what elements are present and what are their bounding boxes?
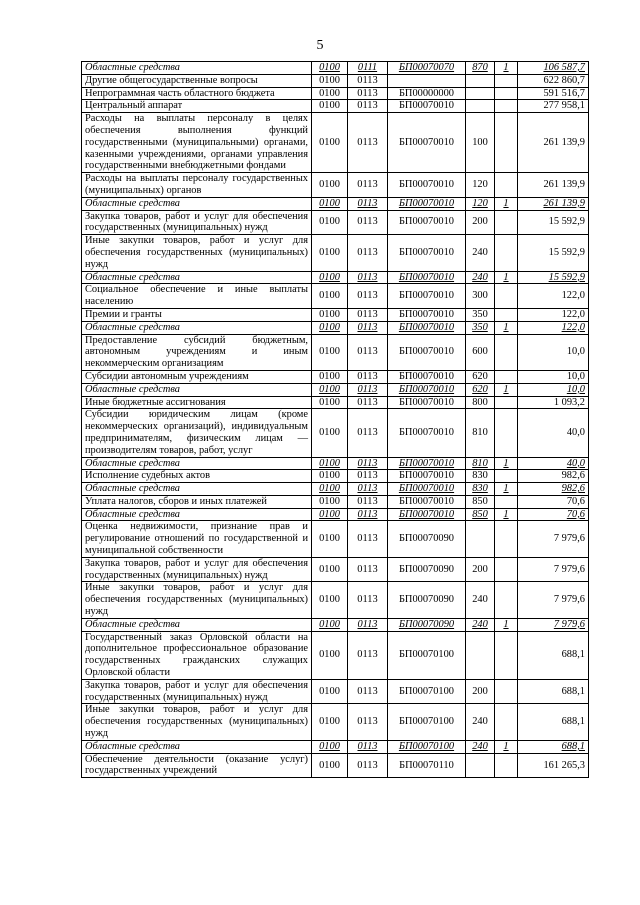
row-section-code: 0100	[312, 704, 348, 740]
row-section-code: 0100	[312, 495, 348, 508]
row-name: Предоставление субсидий бюджетным, автономным учреждениям и иным некоммерческим организациям	[82, 334, 312, 370]
row-funding-source	[495, 582, 518, 618]
row-section-code: 0100	[312, 370, 348, 383]
row-amount: 70,6	[518, 495, 589, 508]
row-section-code: 0100	[312, 321, 348, 334]
row-funding-source	[495, 235, 518, 271]
row-section-code: 0100	[312, 62, 348, 75]
row-amount: 10,0	[518, 383, 589, 396]
budget-table-body	[82, 62, 589, 778]
row-amount: 688,1	[518, 631, 589, 679]
row-section-code: 0100	[312, 271, 348, 284]
row-name: Закупка товаров, работ и услуг для обеспечения государственных (муниципальных) нужд	[82, 210, 312, 235]
row-funding-source	[495, 173, 518, 198]
row-amount: 122,0	[518, 308, 589, 321]
row-funding-source	[495, 409, 518, 457]
row-amount: 688,1	[518, 740, 589, 753]
table-row	[82, 679, 589, 704]
row-name: Центральный аппарат	[82, 100, 312, 113]
row-amount: 622 860,7	[518, 74, 589, 87]
row-funding-source: 1	[495, 740, 518, 753]
row-name: Оценка недвижимости, признание прав и регулирование отношений по государственной и муниципальной собственности	[82, 521, 312, 557]
row-subsection-code: 0113	[348, 113, 388, 173]
row-subsection-code: 0113	[348, 271, 388, 284]
row-amount: 261 139,9	[518, 197, 589, 210]
row-target-article: БП00070100	[388, 679, 466, 704]
row-subsection-code: 0113	[348, 210, 388, 235]
row-target-article: БП00070010	[388, 508, 466, 521]
table-row	[82, 618, 589, 631]
row-expense-type: 240	[466, 271, 495, 284]
row-expense-type	[466, 87, 495, 100]
row-section-code: 0100	[312, 113, 348, 173]
row-funding-source	[495, 557, 518, 582]
row-name: Расходы на выплаты персоналу государственных (муниципальных) органов	[82, 173, 312, 198]
table-row	[82, 173, 589, 198]
row-target-article: БП00070090	[388, 521, 466, 557]
row-funding-source	[495, 87, 518, 100]
row-target-article: БП00070100	[388, 631, 466, 679]
row-expense-type	[466, 74, 495, 87]
table-row	[82, 521, 589, 557]
row-section-code: 0100	[312, 235, 348, 271]
row-amount: 70,6	[518, 508, 589, 521]
row-expense-type: 200	[466, 679, 495, 704]
row-name: Расходы на выплаты персоналу в целях обеспечения выполнения функций государственными (муниципальными) органами, казенными учреждениями, органами управления государственными внебюджетными фондами	[82, 113, 312, 173]
row-expense-type: 830	[466, 483, 495, 496]
row-name: Обеспечение деятельности (оказание услуг) государственных учреждений	[82, 753, 312, 778]
row-amount: 261 139,9	[518, 173, 589, 198]
row-target-article: БП00070110	[388, 753, 466, 778]
row-name: Областные средства	[82, 62, 312, 75]
row-subsection-code: 0111	[348, 62, 388, 75]
row-section-code: 0100	[312, 334, 348, 370]
row-expense-type	[466, 753, 495, 778]
row-funding-source: 1	[495, 321, 518, 334]
row-expense-type: 870	[466, 62, 495, 75]
row-target-article: БП00070010	[388, 483, 466, 496]
row-target-article: БП00070100	[388, 704, 466, 740]
row-amount: 10,0	[518, 370, 589, 383]
row-subsection-code: 0113	[348, 679, 388, 704]
row-funding-source	[495, 679, 518, 704]
row-amount: 15 592,9	[518, 235, 589, 271]
table-row	[82, 370, 589, 383]
row-section-code: 0100	[312, 210, 348, 235]
row-target-article: БП00070010	[388, 173, 466, 198]
row-amount: 15 592,9	[518, 210, 589, 235]
row-subsection-code: 0113	[348, 284, 388, 309]
table-row	[82, 704, 589, 740]
row-section-code: 0100	[312, 740, 348, 753]
row-funding-source	[495, 495, 518, 508]
row-amount: 591 516,7	[518, 87, 589, 100]
row-expense-type: 620	[466, 383, 495, 396]
table-row	[82, 100, 589, 113]
row-subsection-code: 0113	[348, 704, 388, 740]
row-section-code: 0100	[312, 409, 348, 457]
row-section-code: 0100	[312, 173, 348, 198]
row-subsection-code: 0113	[348, 508, 388, 521]
row-section-code: 0100	[312, 383, 348, 396]
row-expense-type: 800	[466, 396, 495, 409]
row-section-code: 0100	[312, 679, 348, 704]
row-subsection-code: 0113	[348, 582, 388, 618]
row-name: Областные средства	[82, 383, 312, 396]
row-name: Областные средства	[82, 618, 312, 631]
row-amount: 7 979,6	[518, 618, 589, 631]
row-target-article: БП00070010	[388, 470, 466, 483]
table-row	[82, 74, 589, 87]
row-section-code: 0100	[312, 457, 348, 470]
row-funding-source	[495, 370, 518, 383]
table-row	[82, 308, 589, 321]
row-name: Премии и гранты	[82, 308, 312, 321]
table-row	[82, 383, 589, 396]
row-subsection-code: 0113	[348, 308, 388, 321]
page-number: 5	[316, 38, 324, 53]
row-subsection-code: 0113	[348, 470, 388, 483]
table-row	[82, 396, 589, 409]
row-target-article: БП00070010	[388, 197, 466, 210]
row-target-article: БП00070010	[388, 321, 466, 334]
row-expense-type: 120	[466, 173, 495, 198]
row-amount: 688,1	[518, 679, 589, 704]
row-subsection-code: 0113	[348, 495, 388, 508]
row-amount: 106 587,7	[518, 62, 589, 75]
row-amount: 688,1	[518, 704, 589, 740]
row-name: Областные средства	[82, 483, 312, 496]
row-funding-source	[495, 74, 518, 87]
table-row	[82, 582, 589, 618]
row-expense-type: 620	[466, 370, 495, 383]
row-target-article: БП00070010	[388, 334, 466, 370]
row-section-code: 0100	[312, 618, 348, 631]
row-funding-source	[495, 396, 518, 409]
table-row	[82, 113, 589, 173]
row-subsection-code: 0113	[348, 753, 388, 778]
row-target-article: БП00070010	[388, 284, 466, 309]
row-subsection-code: 0113	[348, 334, 388, 370]
row-funding-source	[495, 113, 518, 173]
table-row	[82, 197, 589, 210]
row-name: Областные средства	[82, 271, 312, 284]
row-expense-type	[466, 521, 495, 557]
row-section-code: 0100	[312, 470, 348, 483]
row-target-article: БП00070010	[388, 210, 466, 235]
row-section-code: 0100	[312, 308, 348, 321]
row-expense-type: 240	[466, 235, 495, 271]
row-section-code: 0100	[312, 396, 348, 409]
row-funding-source	[495, 704, 518, 740]
table-row	[82, 87, 589, 100]
table-row	[82, 409, 589, 457]
row-target-article: БП00070010	[388, 495, 466, 508]
row-section-code: 0100	[312, 753, 348, 778]
table-row	[82, 271, 589, 284]
budget-table	[81, 61, 589, 778]
row-target-article: БП00070090	[388, 618, 466, 631]
row-target-article: БП00070010	[388, 113, 466, 173]
row-target-article: БП00070010	[388, 396, 466, 409]
row-amount: 982,6	[518, 483, 589, 496]
row-target-article: БП00070010	[388, 409, 466, 457]
row-amount: 15 592,9	[518, 271, 589, 284]
row-funding-source: 1	[495, 508, 518, 521]
row-expense-type: 850	[466, 508, 495, 521]
row-funding-source	[495, 521, 518, 557]
table-row	[82, 457, 589, 470]
row-section-code: 0100	[312, 483, 348, 496]
row-name: Областные средства	[82, 457, 312, 470]
row-subsection-code: 0113	[348, 557, 388, 582]
row-section-code: 0100	[312, 557, 348, 582]
row-name: Областные средства	[82, 508, 312, 521]
row-amount: 122,0	[518, 284, 589, 309]
row-name: Иные закупки товаров, работ и услуг для обеспечения государственных (муниципальных) нужд	[82, 235, 312, 271]
row-expense-type	[466, 100, 495, 113]
row-name: Государственный заказ Орловской области на дополнительное профессиональное образование государственных гражданских служащих Орловской области	[82, 631, 312, 679]
row-amount: 40,0	[518, 457, 589, 470]
row-subsection-code: 0113	[348, 483, 388, 496]
row-amount: 7 979,6	[518, 582, 589, 618]
table-row	[82, 508, 589, 521]
row-target-article: БП00000000	[388, 87, 466, 100]
row-expense-type: 120	[466, 197, 495, 210]
row-target-article: БП00070010	[388, 383, 466, 396]
row-subsection-code: 0113	[348, 197, 388, 210]
row-expense-type	[466, 631, 495, 679]
row-subsection-code: 0113	[348, 631, 388, 679]
row-name: Иные закупки товаров, работ и услуг для обеспечения государственных (муниципальных) нужд	[82, 582, 312, 618]
row-name: Иные закупки товаров, работ и услуг для обеспечения государственных (муниципальных) нужд	[82, 704, 312, 740]
row-expense-type: 600	[466, 334, 495, 370]
row-target-article: БП00070100	[388, 740, 466, 753]
row-name: Социальное обеспечение и иные выплаты населению	[82, 284, 312, 309]
row-expense-type: 300	[466, 284, 495, 309]
table-row	[82, 557, 589, 582]
row-expense-type: 850	[466, 495, 495, 508]
row-subsection-code: 0113	[348, 235, 388, 271]
row-expense-type: 240	[466, 704, 495, 740]
row-subsection-code: 0113	[348, 173, 388, 198]
row-expense-type: 350	[466, 308, 495, 321]
row-subsection-code: 0113	[348, 370, 388, 383]
row-expense-type: 810	[466, 457, 495, 470]
row-name: Областные средства	[82, 321, 312, 334]
table-row	[82, 321, 589, 334]
table-row	[82, 740, 589, 753]
row-name: Областные средства	[82, 197, 312, 210]
row-target-article: БП00070010	[388, 370, 466, 383]
row-amount: 982,6	[518, 470, 589, 483]
row-name: Областные средства	[82, 740, 312, 753]
row-subsection-code: 0113	[348, 457, 388, 470]
row-expense-type: 100	[466, 113, 495, 173]
row-amount: 7 979,6	[518, 521, 589, 557]
row-expense-type: 240	[466, 740, 495, 753]
row-target-article: БП00070010	[388, 100, 466, 113]
row-name: Уплата налогов, сборов и иных платежей	[82, 495, 312, 508]
row-target-article: БП00070070	[388, 62, 466, 75]
row-subsection-code: 0113	[348, 321, 388, 334]
row-amount: 161 265,3	[518, 753, 589, 778]
row-section-code: 0100	[312, 87, 348, 100]
row-target-article: БП00070010	[388, 308, 466, 321]
row-name: Субсидии автономным учреждениям	[82, 370, 312, 383]
table-row	[82, 62, 589, 75]
row-amount: 7 979,6	[518, 557, 589, 582]
row-amount: 40,0	[518, 409, 589, 457]
row-section-code: 0100	[312, 582, 348, 618]
table-row	[82, 210, 589, 235]
row-funding-source	[495, 100, 518, 113]
row-target-article: БП00070010	[388, 457, 466, 470]
row-expense-type: 350	[466, 321, 495, 334]
row-section-code: 0100	[312, 508, 348, 521]
row-amount: 122,0	[518, 321, 589, 334]
row-expense-type: 200	[466, 210, 495, 235]
row-amount: 10,0	[518, 334, 589, 370]
row-section-code: 0100	[312, 521, 348, 557]
row-section-code: 0100	[312, 197, 348, 210]
row-funding-source: 1	[495, 483, 518, 496]
row-target-article	[388, 74, 466, 87]
row-funding-source	[495, 470, 518, 483]
row-section-code: 0100	[312, 284, 348, 309]
row-subsection-code: 0113	[348, 396, 388, 409]
row-target-article: БП00070010	[388, 271, 466, 284]
row-subsection-code: 0113	[348, 521, 388, 557]
row-funding-source: 1	[495, 271, 518, 284]
row-expense-type: 240	[466, 582, 495, 618]
row-expense-type: 810	[466, 409, 495, 457]
row-funding-source: 1	[495, 618, 518, 631]
row-funding-source	[495, 631, 518, 679]
table-row	[82, 334, 589, 370]
row-amount: 1 093,2	[518, 396, 589, 409]
table-row	[82, 631, 589, 679]
row-subsection-code: 0113	[348, 87, 388, 100]
row-funding-source	[495, 334, 518, 370]
row-target-article: БП00070090	[388, 582, 466, 618]
row-funding-source: 1	[495, 62, 518, 75]
row-name: Исполнение судебных актов	[82, 470, 312, 483]
row-target-article: БП00070090	[388, 557, 466, 582]
row-subsection-code: 0113	[348, 618, 388, 631]
row-expense-type: 830	[466, 470, 495, 483]
row-subsection-code: 0113	[348, 409, 388, 457]
table-row	[82, 284, 589, 309]
row-funding-source: 1	[495, 197, 518, 210]
table-row	[82, 495, 589, 508]
row-name: Закупка товаров, работ и услуг для обеспечения государственных (муниципальных) нужд	[82, 679, 312, 704]
row-name: Закупка товаров, работ и услуг для обеспечения государственных (муниципальных) нужд	[82, 557, 312, 582]
row-name: Субсидии юридическим лицам (кроме некоммерческих организаций), индивидуальным предпринимателям, физическим лицам — производителям товаров, работ, услуг	[82, 409, 312, 457]
row-amount: 277 958,1	[518, 100, 589, 113]
row-section-code: 0100	[312, 631, 348, 679]
row-subsection-code: 0113	[348, 740, 388, 753]
row-funding-source: 1	[495, 457, 518, 470]
row-expense-type: 200	[466, 557, 495, 582]
table-row	[82, 483, 589, 496]
row-amount: 261 139,9	[518, 113, 589, 173]
row-target-article: БП00070010	[388, 235, 466, 271]
row-funding-source	[495, 308, 518, 321]
table-row	[82, 235, 589, 271]
row-name: Непрограммная часть областного бюджета	[82, 87, 312, 100]
row-funding-source: 1	[495, 383, 518, 396]
table-row	[82, 470, 589, 483]
row-funding-source	[495, 753, 518, 778]
row-subsection-code: 0113	[348, 74, 388, 87]
row-subsection-code: 0113	[348, 100, 388, 113]
row-expense-type: 240	[466, 618, 495, 631]
row-funding-source	[495, 210, 518, 235]
table-row	[82, 753, 589, 778]
row-funding-source	[495, 284, 518, 309]
row-name: Иные бюджетные ассигнования	[82, 396, 312, 409]
row-subsection-code: 0113	[348, 383, 388, 396]
row-section-code: 0100	[312, 100, 348, 113]
row-section-code: 0100	[312, 74, 348, 87]
row-name: Другие общегосударственные вопросы	[82, 74, 312, 87]
